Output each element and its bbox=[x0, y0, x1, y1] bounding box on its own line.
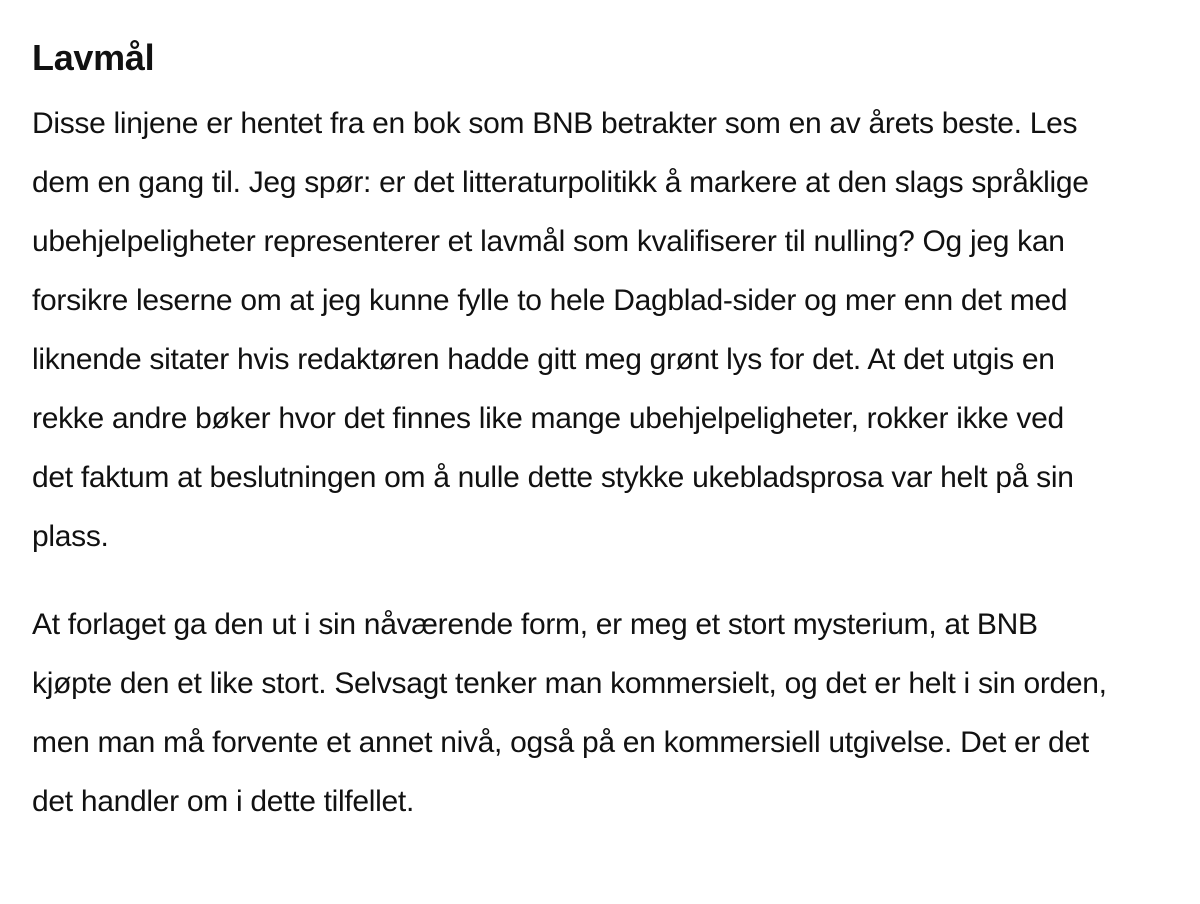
paragraph-1: Disse linjene er hentet fra en bok som BNB betrakter som en av årets beste. Les dem en gang til. Jeg spør: er det litteraturpolitikk å markere at den slags språklige ubehjelpeligheter representerer et lavmål som kvalifiserer til nulling? Og jeg kan forsikre leserne om at jeg kunne fylle to hele Dagblad-sider og mer enn det med liknende sitater hvis redaktøren hadde gitt meg grønt lys for det. At det utgis en rekke andre bøker hvor det finnes like mange ubehjelpeligheter, rokker ikke ved det faktum at beslutningen om å nulle dette stykke ukebladsprosa var helt på sin plass. bbox=[32, 107, 1089, 553]
section-heading: Lavmål bbox=[32, 37, 155, 78]
article-body bbox=[32, 34, 1112, 860]
paragraph-2: At forlaget ga den ut i sin nåværende form, er meg et stort mysterium, at BNB kjøpte den et like stort. Selvsagt tenker man kommersielt, og det er helt i sin orden, men man må forvente et annet nivå, også på en kommersiell utgivelse. Det er det det handler om i dette tilfellet. bbox=[32, 608, 1107, 818]
